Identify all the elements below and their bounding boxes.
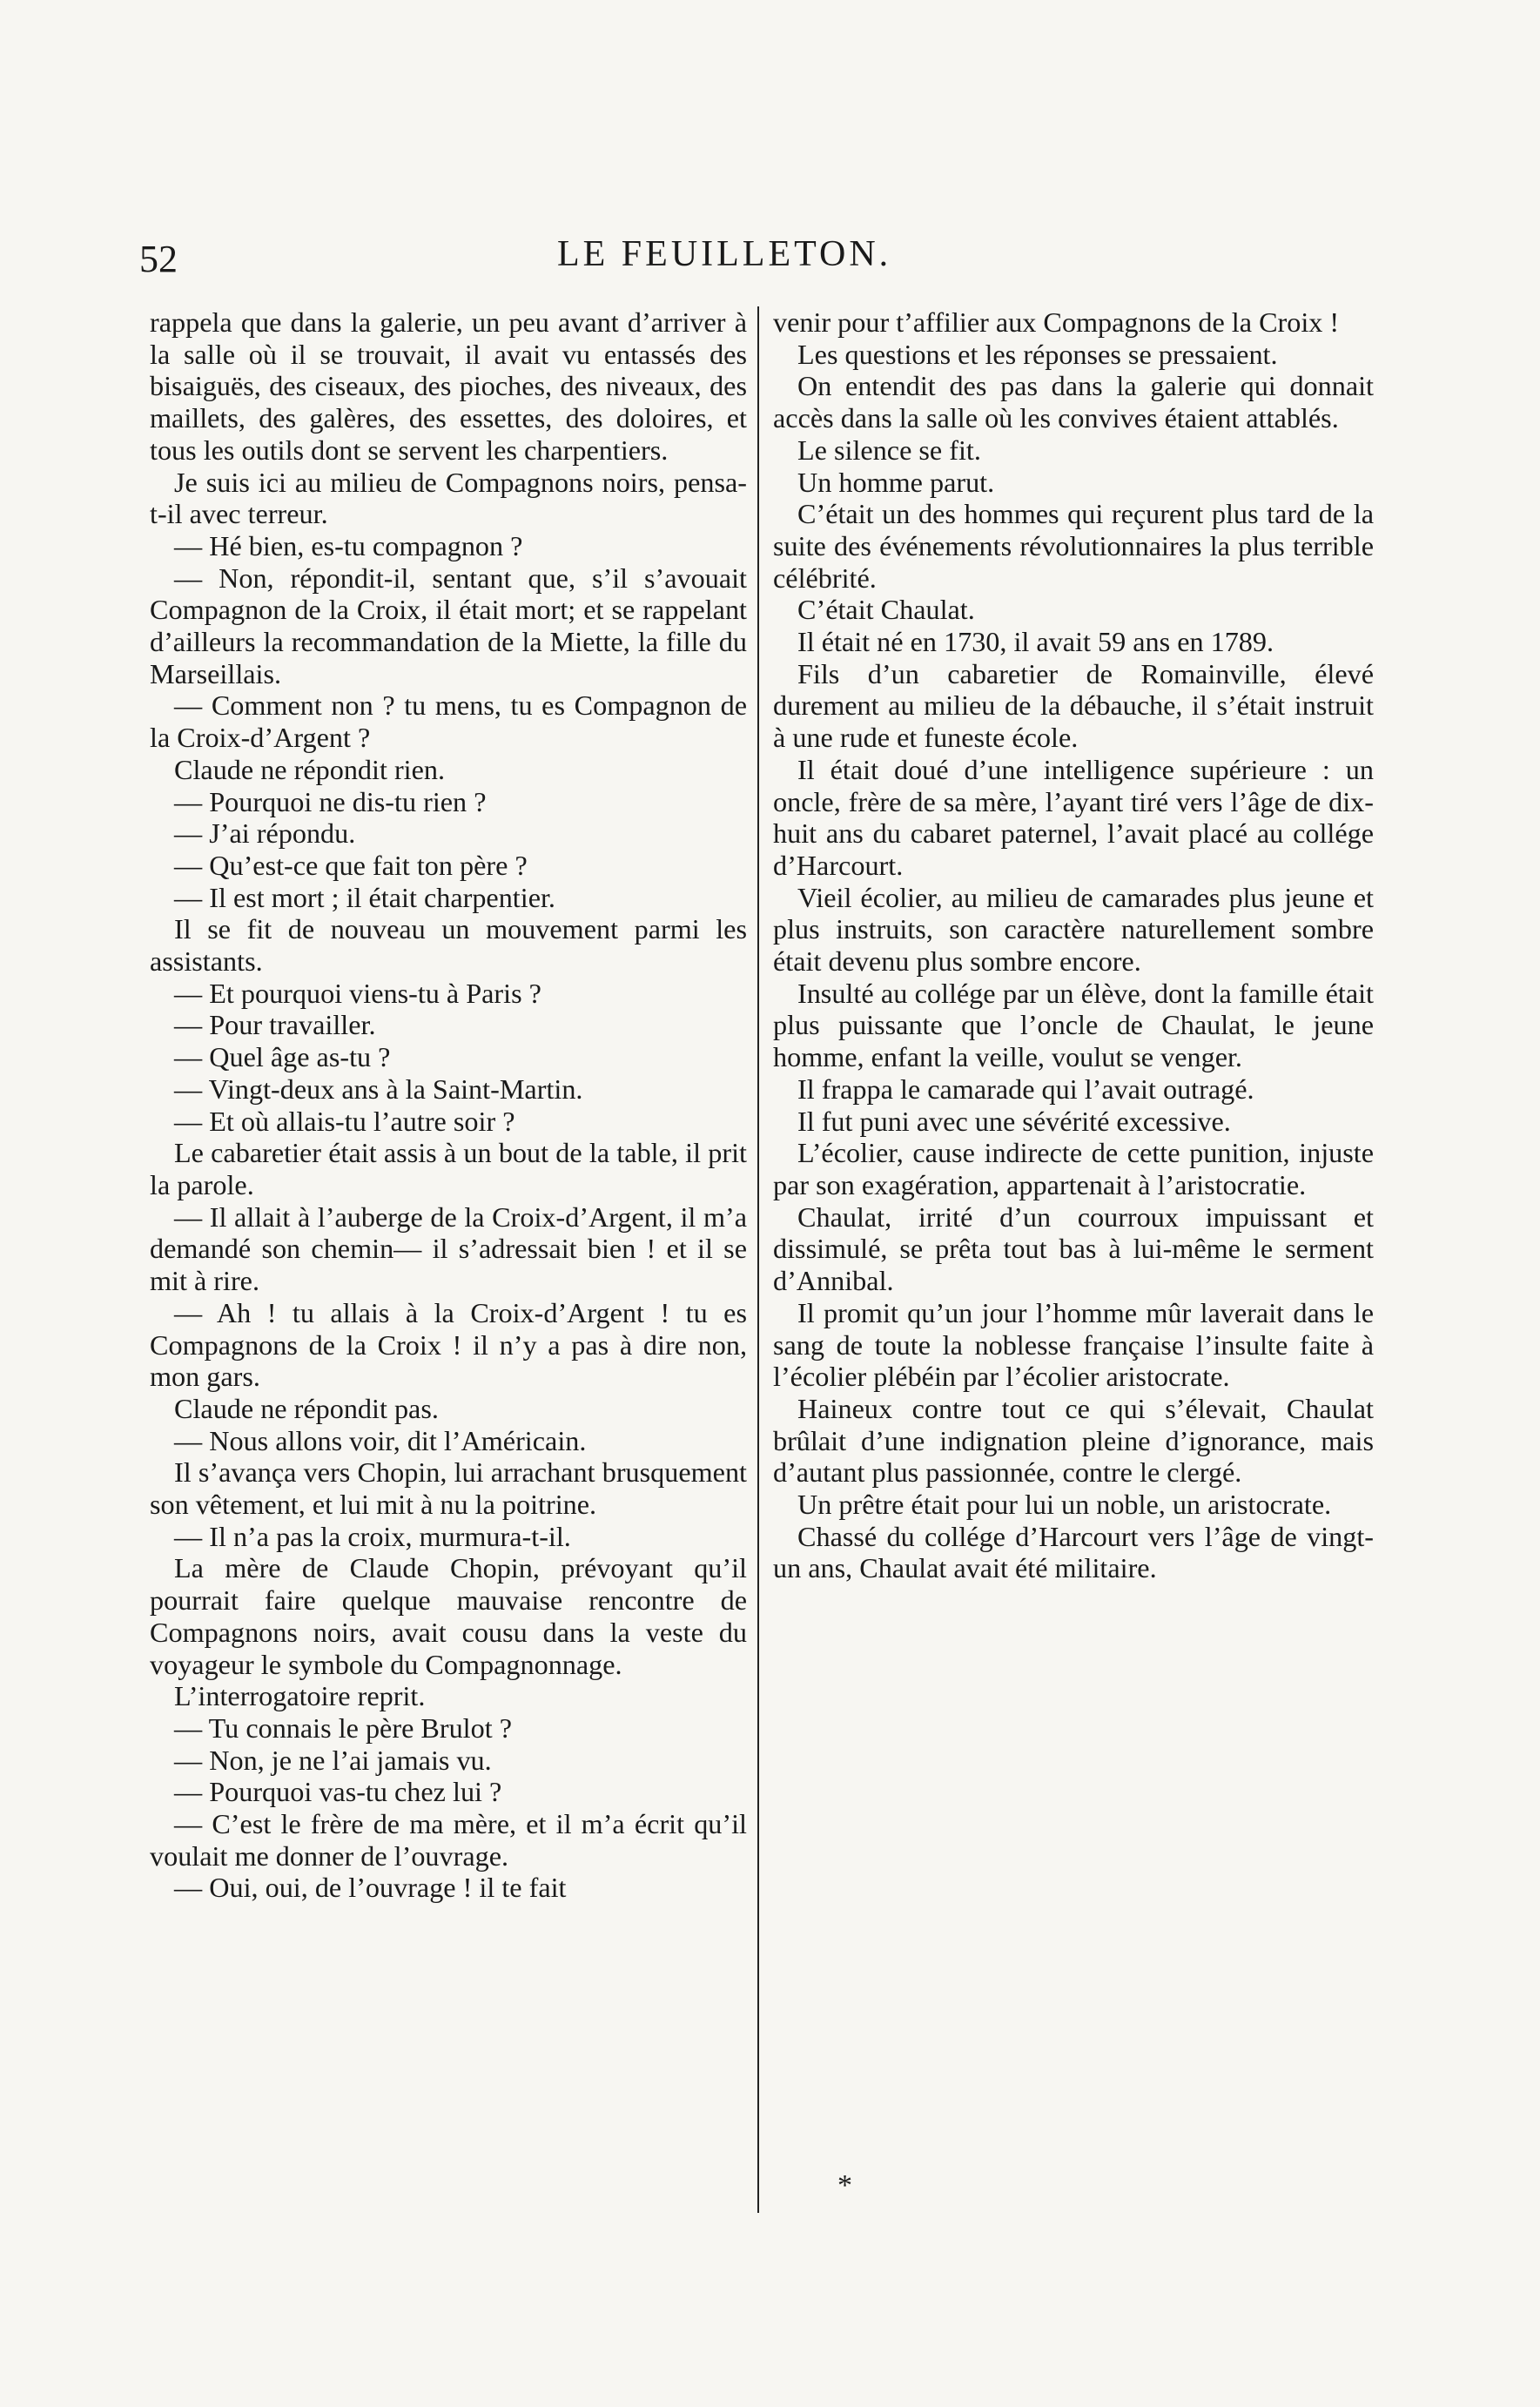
paragraph: Il s’avança vers Chopin, lui arrachant brusquement son vêtement, et lui mit à nu la poitrine. — [150, 1456, 747, 1521]
page-number: 52 — [139, 238, 178, 280]
footer-ornament: * — [837, 2169, 852, 2202]
paragraph: rappela que dans la galerie, un peu avant d’arriver à la salle où il se trouvait, il avait vu entassés des bisaiguës, des ciseaux, des pioches, des niveaux, des maillets, des galères, des essettes, des doloires, et tous les outils dont se servent les charpentiers. — [150, 306, 747, 466]
right-column — [773, 306, 1374, 1584]
paragraph: — Nous allons voir, dit l’Américain. — [174, 1424, 587, 1456]
paragraph: Les questions et les réponses se pressaient. — [797, 338, 1278, 370]
left-column — [150, 306, 747, 1904]
paragraph: — Quel âge as-tu ? — [174, 1041, 391, 1073]
paragraph: Un prêtre était pour lui un noble, un aristocrate. — [797, 1489, 1332, 1521]
paragraph: Il se fit de nouveau un mouvement parmi les assistants. — [150, 913, 747, 978]
paragraph: venir pour t’affilier aux Compagnons de la Croix ! — [773, 306, 1340, 338]
paragraph: Haineux contre tout ce qui s’élevait, Chaulat brûlait d’une indignation pleine d’ignorance, mais d’autant plus passionnée, contre le clergé. — [773, 1392, 1374, 1489]
paragraph: Fils d’un cabaretier de Romainville, élevé durement au milieu de la débauche, il s’était instruit à une rude et funeste école. — [773, 657, 1374, 754]
paragraph: Claude ne répondit rien. — [174, 753, 446, 785]
paragraph: C’était un des hommes qui reçurent plus tard de la suite des événements révolutionnaires la plus terrible célébrité. — [773, 498, 1374, 594]
paragraph: — Ah ! tu allais à la Croix-d’Argent ! tu es Compagnons de la Croix ! il n’y a pas à dire non, mon gars. — [150, 1296, 747, 1393]
running-title: LE FEUILLETON. — [557, 234, 892, 274]
paragraph: — Oui, oui, de l’ouvrage ! il te fait — [174, 1872, 567, 1904]
paragraph: — C’est le frère de ma mère, et il m’a écrit qu’il voulait me donner de l’ouvrage. — [150, 1808, 747, 1872]
paragraph: — Qu’est-ce que fait ton père ? — [174, 849, 528, 881]
paragraph: Il était doué d’une intelligence supérieure : un oncle, frère de sa mère, l’ayant tiré vers l’âge de dix-huit ans du cabaret paternel, l’avait placé au collége d’Harcourt. — [773, 753, 1374, 881]
column-rule — [757, 306, 759, 2213]
paragraph: Il était né en 1730, il avait 59 ans en 1789. — [797, 626, 1274, 658]
paragraph: L’écolier, cause indirecte de cette punition, injuste par son exagération, appartenait à l’aristocratie. — [773, 1137, 1374, 1200]
paragraph: Je suis ici au milieu de Compagnons noirs, pensa-t-il avec terreur. — [150, 466, 747, 530]
paragraph: — Et pourquoi viens-tu à Paris ? — [174, 977, 541, 1009]
paragraph: — Il est mort ; il était charpentier. — [174, 881, 555, 913]
paragraph: C’était Chaulat. — [797, 594, 975, 626]
paragraph: — Tu connais le père Brulot ? — [174, 1711, 512, 1744]
paragraph: — Il allait à l’auberge de la Croix-d’Argent, il m’a demandé son chemin— il s’adressait bien ! et il se mit à rire. — [150, 1200, 747, 1297]
paragraph: — Pourquoi ne dis-tu rien ? — [174, 785, 487, 817]
paragraph: Chassé du collége d’Harcourt vers l’âge de vingt-un ans, Chaulat avait été militaire. — [773, 1520, 1374, 1584]
paragraph: Il fut puni avec une sévérité excessive. — [797, 1105, 1231, 1137]
paragraph: — Hé bien, es-tu compagnon ? — [174, 529, 523, 561]
paragraph: Claude ne répondit pas. — [174, 1392, 439, 1424]
paragraph: — Non, répondit-il, sentant que, s’il s’avouait Compagnon de la Croix, il était mort; et se rappelant d’ailleurs la recommandation de la Miette, la fille du Marseillais. — [150, 561, 747, 689]
paragraph: Chaulat, irrité d’un courroux impuissant et dissimulé, se prêta tout bas à lui-même le serment d’Annibal. — [773, 1200, 1374, 1297]
paragraph: Le cabaretier était assis à un bout de la table, il prit la parole. — [150, 1137, 747, 1200]
paragraph: On entendit des pas dans la galerie qui donnait accès dans la salle où les convives étaient attablés. — [773, 370, 1374, 434]
paragraph: — Vingt-deux ans à la Saint-Martin. — [174, 1072, 583, 1105]
paragraph: Le silence se fit. — [797, 434, 981, 466]
paragraph: La mère de Claude Chopin, prévoyant qu’il pourrait faire quelque mauvaise rencontre de Compagnons noirs, avait cousu dans la veste du voyageur le symbole du Compagnonnage. — [150, 1552, 747, 1680]
paragraph: — Il n’a pas la croix, murmura-t-il. — [174, 1520, 571, 1552]
paragraph: — Pourquoi vas-tu chez lui ? — [174, 1776, 502, 1808]
paragraph: — Non, je ne l’ai jamais vu. — [174, 1744, 492, 1776]
paragraph: Un homme parut. — [797, 466, 995, 498]
paragraph: Insulté au collége par un élève, dont la famille était plus puissante que l’oncle de Chaulat, le jeune homme, enfant la veille, voulut se venger. — [773, 977, 1374, 1073]
paragraph: — Pour travailler. — [174, 1009, 376, 1041]
paragraph: Il frappa le camarade qui l’avait outragé. — [797, 1072, 1254, 1105]
paragraph: — J’ai répondu. — [174, 817, 356, 850]
paragraph: — Et où allais-tu l’autre soir ? — [174, 1105, 515, 1137]
paragraph: Il promit qu’un jour l’homme mûr laverait dans le sang de toute la noblesse française l’insulte faite à l’écolier plébéin par l’écolier aristocrate. — [773, 1296, 1374, 1393]
paragraph: Vieil écolier, au milieu de camarades plus jeune et plus instruits, son caractère naturellement sombre était devenu plus sombre encore. — [773, 881, 1374, 978]
paragraph: — Comment non ? tu mens, tu es Compagnon de la Croix-d’Argent ? — [150, 689, 747, 754]
paragraph: L’interrogatoire reprit. — [174, 1680, 426, 1712]
